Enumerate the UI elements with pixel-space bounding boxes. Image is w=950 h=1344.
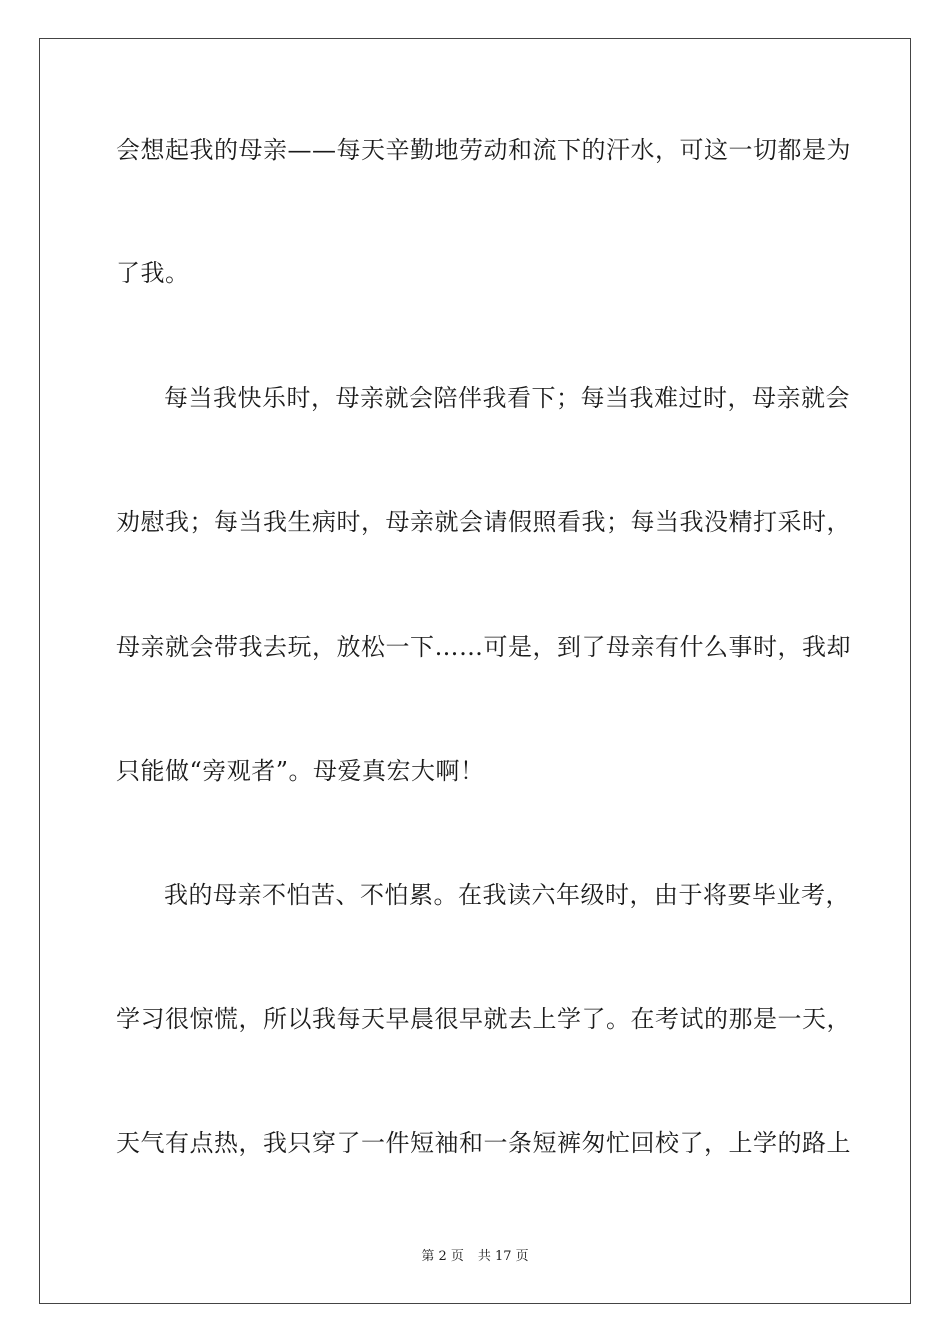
text-line: 了我。 xyxy=(116,259,190,287)
text-line: 天气有点热，我只穿了一件短袖和一条短裤匆忙回校了，上学的路上 xyxy=(116,1129,851,1157)
page-number: 第 2 页 xyxy=(421,1249,464,1264)
text-line: 母亲就会带我去玩，放松一下……可是，到了母亲有什么事时，我却 xyxy=(116,633,851,661)
page-footer xyxy=(0,1248,950,1266)
text-line: 只能做“旁观者”。母爱真宏大啊！ xyxy=(116,757,485,785)
page-frame xyxy=(39,38,911,1304)
text-line: 学习很惊慌，所以我每天早晨很早就去上学了。在考试的那是一天， xyxy=(116,1005,851,1033)
total-pages: 共 17 页 xyxy=(477,1249,529,1264)
paragraph-start-line: 我的母亲不怕苦、不怕累。在我读六年级时，由于将要毕业考， xyxy=(164,881,850,909)
paragraph-start-line: 每当我快乐时，母亲就会陪伴我看下；每当我难过时，母亲就会 xyxy=(164,384,850,412)
text-line: 会想起我的母亲——每天辛勤地劳动和流下的汗水，可这一切都是为 xyxy=(116,136,851,164)
text-line: 劝慰我；每当我生病时，母亲就会请假照看我；每当我没精打采时， xyxy=(116,508,851,536)
